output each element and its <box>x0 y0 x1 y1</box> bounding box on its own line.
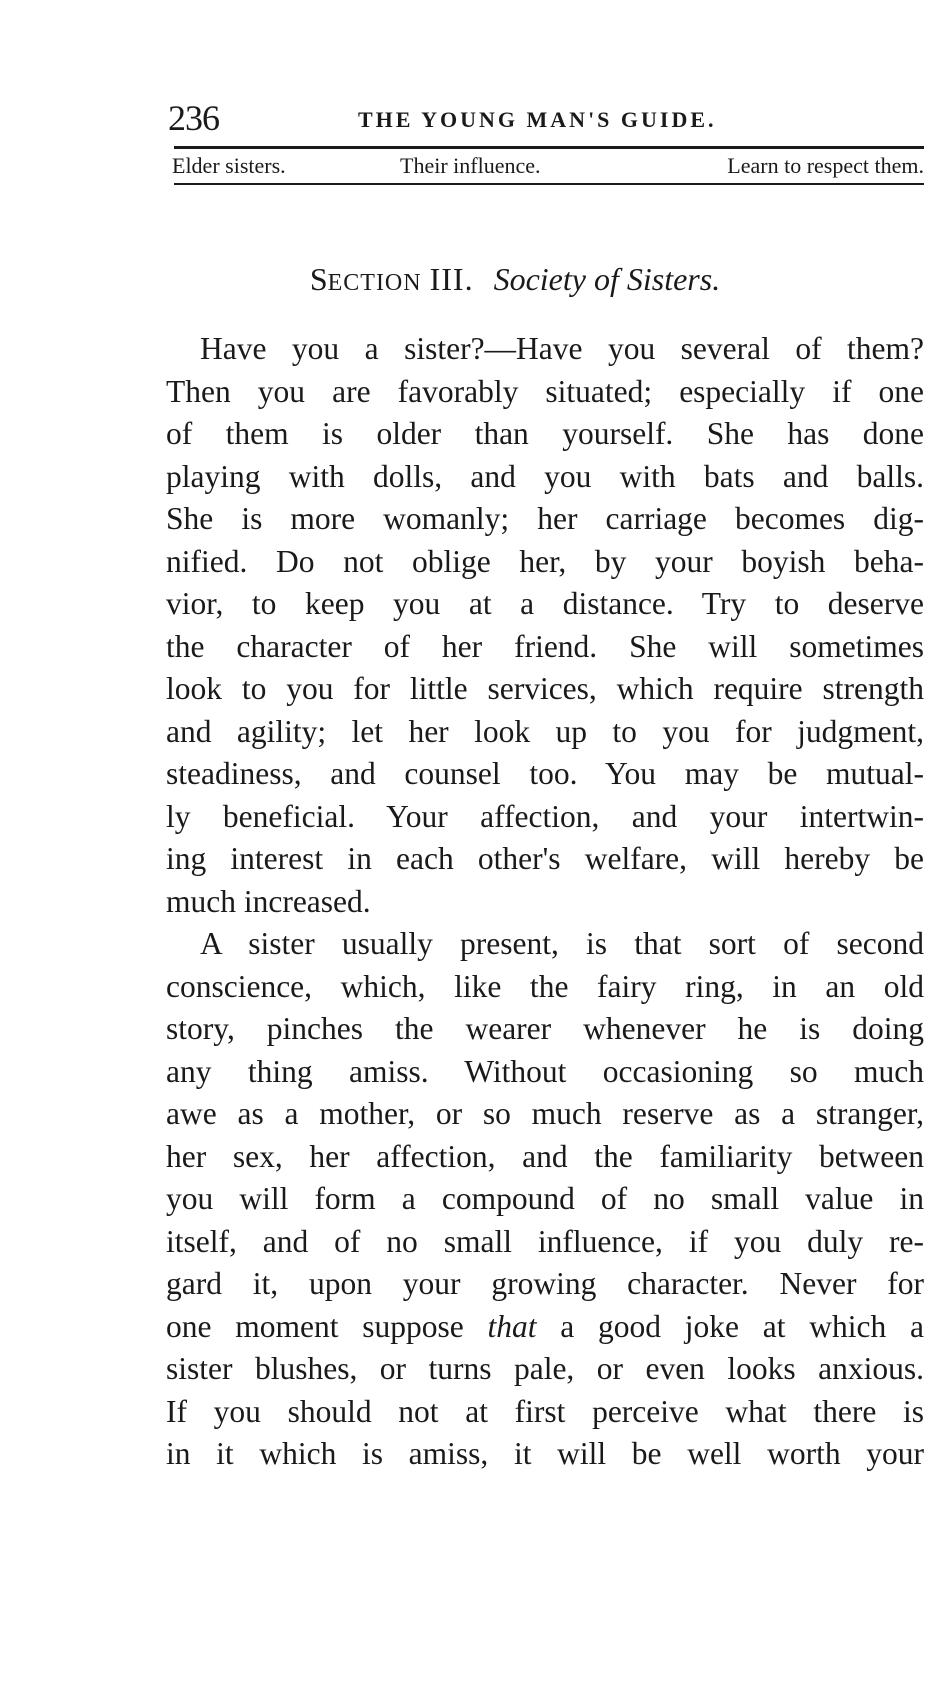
header-rule-top <box>174 146 924 149</box>
topic-item: Their influence. <box>400 153 541 178</box>
text-line: her sex, her affection, and the familiarity between <box>166 1138 924 1174</box>
text-line: Have you a sister?—Have you several of them? <box>200 331 924 366</box>
text-line: the character of her friend. She will sometimes <box>166 628 924 664</box>
text-line: itself, and of no small influence, if you duly re- <box>166 1223 924 1259</box>
section-numeral: III. <box>429 261 474 297</box>
section-title: Society of Sisters. <box>493 261 721 297</box>
text-line: conscience, which, like the fairy ring, in an old <box>166 968 924 1004</box>
topic-summary <box>172 150 924 182</box>
text-line: If you should not at first perceive what there is <box>166 1393 924 1429</box>
page-number: 236 <box>168 98 219 138</box>
text-line: story, pinches the wearer whenever he is doing <box>166 1011 924 1046</box>
text-line: in it which is amiss, it will be well worth your <box>166 1436 924 1471</box>
body-text <box>166 328 924 1476</box>
text-line: much increased. <box>166 883 371 919</box>
text-line: of them is older than yourself. She has done <box>166 416 924 451</box>
text-line: and agility; let her look up to you for judgment, <box>166 713 924 749</box>
text-line: nified. Do not oblige her, by your boyish beha- <box>166 543 924 579</box>
header-rule-bottom <box>174 183 924 185</box>
text-line: any thing amiss. Without occasioning so much <box>166 1053 924 1089</box>
text-segment: one moment suppose <box>166 1308 488 1344</box>
running-head <box>168 96 920 140</box>
text-line: vior, to keep you at a distance. Try to deserve <box>166 586 924 621</box>
text-line: awe as a mother, or so much reserve as a stranger, <box>166 1096 924 1131</box>
text-line: ly beneficial. Your affection, and your intertwin- <box>166 798 924 834</box>
text-line: you will form a compound of no small value in <box>166 1181 924 1216</box>
text-line: look to you for little services, which require strength <box>166 671 924 706</box>
emphasized-word: that <box>487 1308 537 1344</box>
section-heading <box>0 256 944 306</box>
text-line: gard it, upon your growing character. Never for <box>166 1266 924 1301</box>
text-line: playing with dolls, and you with bats and balls. <box>166 458 924 494</box>
text-line: A sister usually present, is that sort of second <box>200 926 924 961</box>
text-line: steadiness, and counsel too. You may be mutual- <box>166 756 924 791</box>
text-line: Then you are favorably situated; especially if one <box>166 373 924 409</box>
topic-item: Learn to respect them. <box>727 153 924 178</box>
text-line: sister blushes, or turns pale, or even looks anxious. <box>166 1351 924 1386</box>
text-segment: a good joke at which a <box>536 1308 924 1344</box>
text-line-with-emphasis <box>166 1306 924 1349</box>
text-line: She is more womanly; her carriage becomes dig- <box>166 501 924 536</box>
text-line: ing interest in each other's welfare, will hereby be <box>166 841 924 876</box>
section-label-initial: S <box>309 261 328 297</box>
running-title: THE YOUNG MAN'S GUIDE. <box>358 107 717 132</box>
topic-item: Elder sisters. <box>172 153 286 178</box>
section-label-rest: ECTION <box>327 270 422 296</box>
